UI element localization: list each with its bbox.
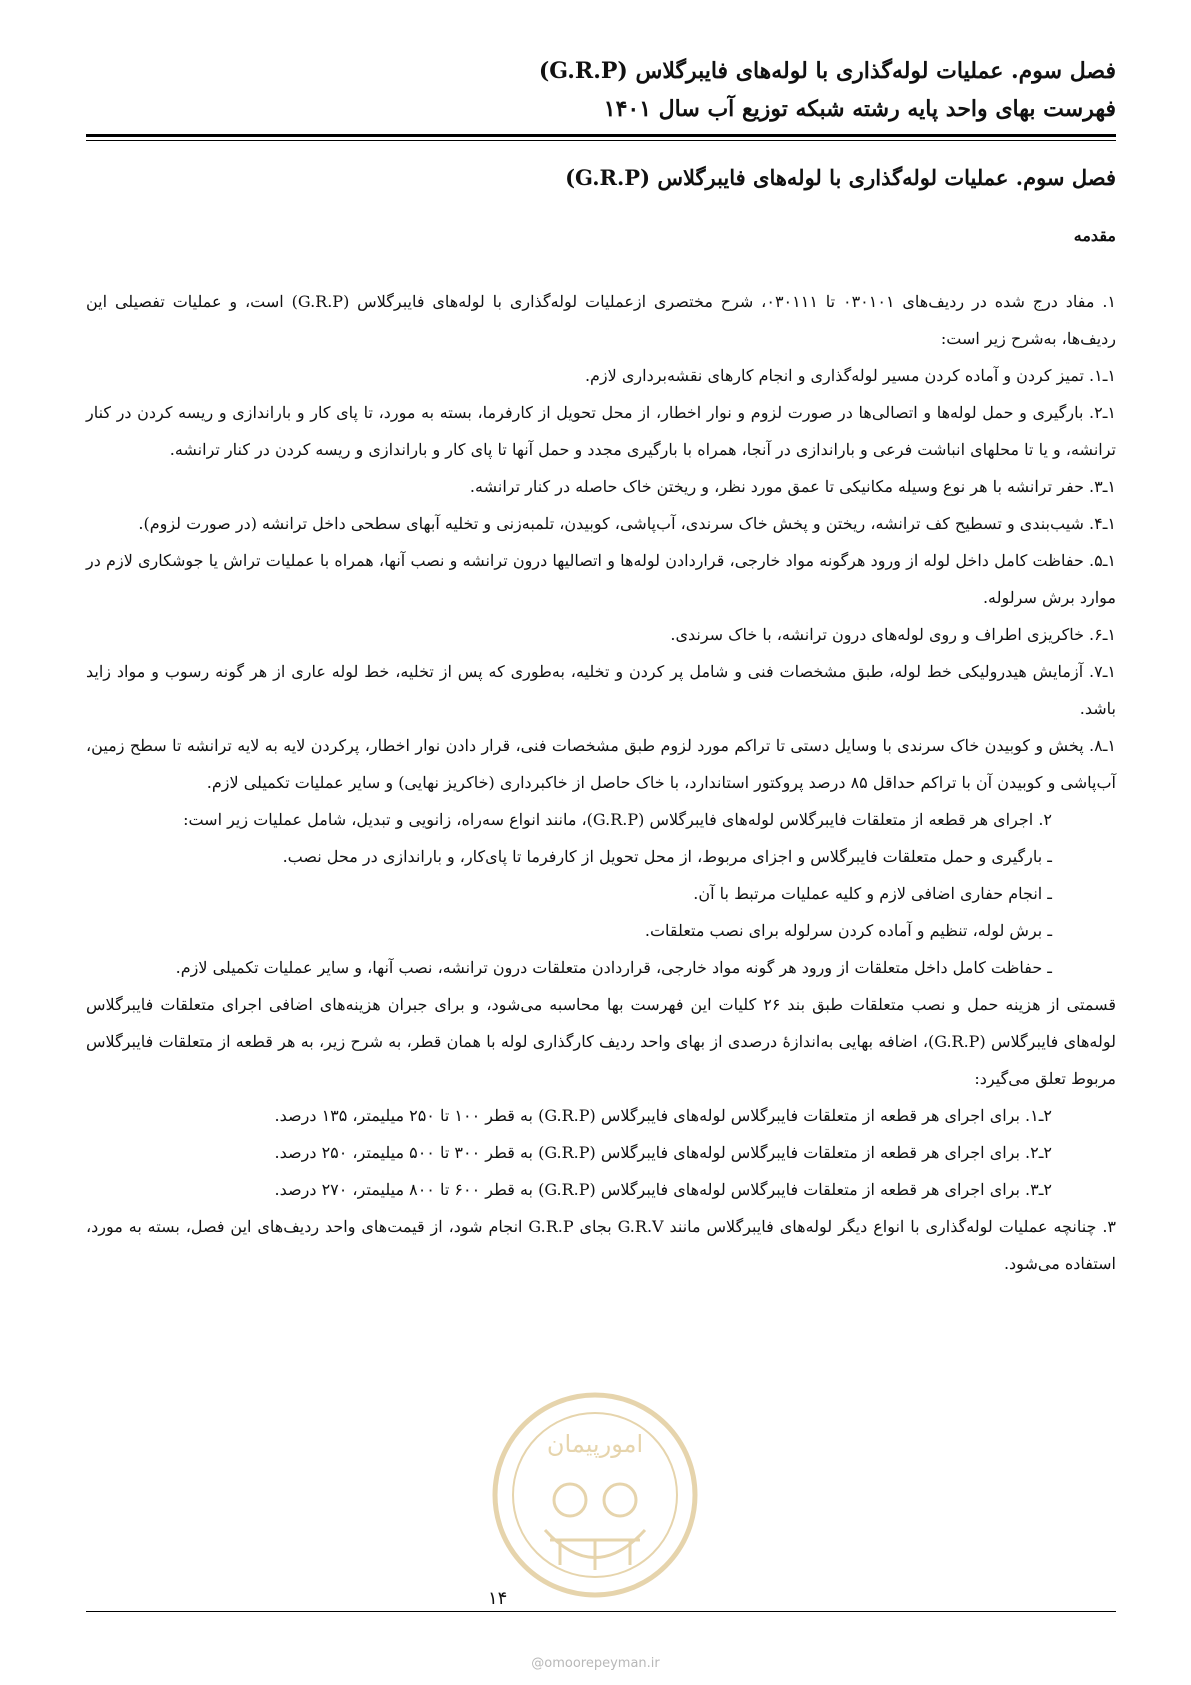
rate-2-2: ۲ـ۲. برای اجرای هر قطعه از متعلقات فایبرگلاس لوله‌های فایبرگلاس (G.R.P) به قطر ۳۰۰ تا ۵۰۰ میلیمتر، ۲۵۰ درصد.: [274, 1143, 1052, 1162]
paragraph-1: ۱. مفاد درج شده در ردیف‌های ۰۳۰۱۰۱ تا ۰۳۰۱۱۱، شرح مختصری ازعملیات لوله‌گذاری با لوله‌های فایبرگلاس (G.R.P) است، و عملیات تفصیلی این ردیف‌ها، به‌شرح زیر است:: [86, 292, 1116, 348]
paragraph-1-8: ۱ـ۸. پخش و کوبیدن خاک سرندی با وسایل دستی تا تراکم مورد لزوم طبق مشخصات فنی، قرار دادن نوار اخطار، پرکردن لایه به لایه ترانشه تا سطح زمین، آب‌پاشی و کوبیدن آن با تراکم حداقل ۸۵ درصد پروکتور استاندارد، با خاک حاصل از خاکبرداری (خاکریز نهایی) و سایر عملیات تکمیلی لازم.: [86, 736, 1116, 792]
header-rule-thick: [86, 134, 1116, 137]
watermark-url: @omoorepeyman.ir: [531, 1656, 660, 1671]
paragraph-1-7: ۱ـ۷. آزمایش هیدرولیکی خط لوله، طبق مشخصات فنی و شامل پر کردن و تخلیه، به‌طوری که پس از تخلیه، خط لوله عاری از هر گونه رسوب و مواد زاید باشد.: [86, 662, 1117, 718]
header-rule-thin: [86, 140, 1116, 141]
rate-2-3: ۲ـ۳. برای اجرای هر قطعه از متعلقات فایبرگلاس لوله‌های فایبرگلاس (G.R.P) به قطر ۶۰۰ تا ۸۰۰ میلیمتر، ۲۷۰ درصد.: [274, 1180, 1052, 1199]
bullet-pipe-cutting: ـ برش لوله، تنظیم و آماده کردن سرلوله برای نصب متعلقات.: [644, 921, 1052, 940]
paragraph-1-3: ۱ـ۳. حفر ترانشه با هر نوع وسیله مکانیکی تا عمق مورد نظر، و ریختن خاک حاصله در کنار ترانشه.: [469, 477, 1116, 496]
bullet-loading: ـ بارگیری و حمل متعلقات فایبرگلاس و اجزای مربوط، از محل تحویل از کارفرما تا پای‌کار، و باراندازی در محل نصب.: [282, 847, 1052, 866]
paragraph-1-1: ۱ـ۱. تمیز کردن و آماده کردن مسیر لوله‌گذاری و انجام کارهای نقشه‌برداری لازم.: [584, 366, 1116, 385]
bullet-excavation: ـ انجام حفاری اضافی لازم و کلیه عملیات مرتبط با آن.: [693, 884, 1052, 903]
section-title: فصل سوم. عملیات لوله‌گذاری با لوله‌های فایبرگلاس (G.R.P): [565, 165, 1116, 190]
rate-2-1: ۲ـ۱. برای اجرای هر قطعه از متعلقات فایبرگلاس لوله‌های فایبرگلاس (G.R.P) به قطر ۱۰۰ تا ۲۵۰ میلیمتر، ۱۳۵ درصد.: [274, 1106, 1052, 1125]
paragraph-1-4: ۱ـ۴. شیب‌بندی و تسطیح کف ترانشه، ریختن و پخش خاک سرندی، آب‌پاشی، کوبیدن، تلمبه‌زنی و تخلیه آبهای سطحی داخل ترانشه (در صورت لزوم).: [138, 514, 1116, 533]
footer-rule: [86, 1611, 1116, 1612]
header-chapter-title: فصل سوم. عملیات لوله‌گذاری با لوله‌های فایبرگلاس (G.R.P): [538, 58, 1116, 84]
paragraph-cost-note: قسمتی از هزینه حمل و نصب متعلقات طبق بند ۲۶ کلیات این فهرست بها محاسبه می‌شود، و برای جبران هزینه‌های اضافی اجرای متعلقات فایبرگلاس لوله‌های فایبرگلاس (G.R.P)، اضافه بهایی به‌اندازهٔ درصدی از بهای واحد ردیف کارگذاری لوله با همان قطر، به شرح زیر، به هر قطعه از متعلقات فایبرگلاس مربوط تعلق می‌گیرد:: [86, 995, 1117, 1088]
document-body: [86, 283, 1116, 1282]
omoorepeyman-seal-watermark: [490, 1390, 700, 1600]
header-price-list-title: فهرست بهای واحد پایه رشته شبکه توزیع آب سال ۱۴۰۱: [603, 96, 1116, 122]
paragraph-1-2: ۱ـ۲. بارگیری و حمل لوله‌ها و اتصالی‌ها در صورت لزوم و نوار اخطار، از محل تحویل از کارفرما، بسته به مورد، تا پای کار و باراندازی و ریسه کردن در کنار ترانشه، و یا تا محلهای انباشت فرعی و باراندازی در آنجا، همراه با بارگیری مجدد و حمل آنها تا پای کار و باراندازی و ریسه کردن در کنار ترانشه.: [86, 403, 1116, 459]
intro-heading: مقدمه: [1073, 226, 1116, 245]
watermark-text: امورپیمان: [546, 1430, 644, 1458]
paragraph-3: ۳. چنانچه عملیات لوله‌گذاری با انواع دیگر لوله‌های فایبرگلاس مانند G.R.V بجای G.R.P انجام شود، از قیمت‌های واحد ردیف‌های این فصل، بسته به مورد، استفاده می‌شود.: [86, 1217, 1117, 1273]
paragraph-2-intro: ۲. اجرای هر قطعه از متعلقات فایبرگلاس لوله‌های فایبرگلاس (G.R.P)، مانند انواع سه‌راه، زانویی و تبدیل، شامل عملیات زیر است:: [183, 810, 1052, 829]
paragraph-1-5: ۱ـ۵. حفاظت کامل داخل لوله از ورود هرگونه مواد خارجی، قراردادن لوله‌ها و اتصالیها درون ترانشه و نصب آنها، همراه با عملیات تراش یا جوشکاری لازم در موارد برش سرلوله.: [86, 551, 1116, 607]
page-number: ۱۴: [488, 1588, 508, 1609]
running-header: [86, 52, 1116, 128]
bullet-protection: ـ حفاظت کامل داخل متعلقات از ورود هر گونه مواد خارجی، قراردادن متعلقات درون ترانشه، نصب آنها، و سایر عملیات تکمیلی لازم.: [175, 958, 1052, 977]
paragraph-1-6: ۱ـ۶. خاکریزی اطراف و روی لوله‌های درون ترانشه، با خاک سرندی.: [670, 625, 1116, 644]
